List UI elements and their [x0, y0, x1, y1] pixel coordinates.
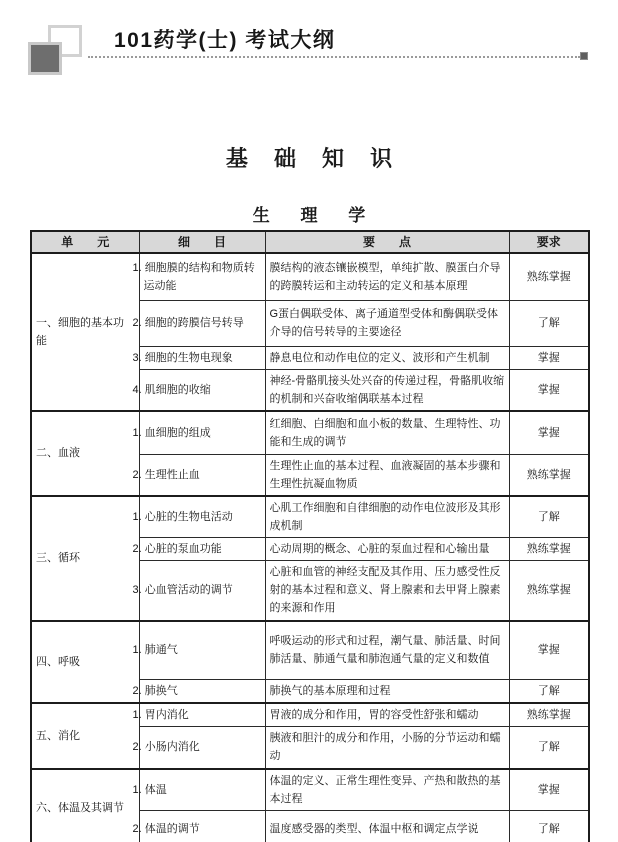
points-cell: 呼吸运动的形式和过程，潮气量、肺活量、时间肺活量、肺通气量和肺泡通气量的定义和数值: [265, 621, 509, 680]
table-header-row: [31, 231, 589, 253]
rule-end-square-icon: [580, 52, 588, 60]
detail-cell: 2. 肺换气: [139, 680, 265, 704]
points-cell: 肺换气的基本原理和过程: [265, 680, 509, 704]
detail-cell: 2. 心脏的泵血功能: [139, 538, 265, 561]
detail-cell: 2. 体温的调节: [139, 810, 265, 842]
points-cell: 静息电位和动作电位的定义、波形和产生机制: [265, 346, 509, 369]
req-cell: 了解: [509, 680, 589, 704]
unit-cell: 四、呼吸: [31, 621, 139, 704]
req-cell: 了解: [509, 300, 589, 346]
req-cell: 掌握: [509, 369, 589, 411]
unit-cell: 二、血液: [31, 411, 139, 497]
points-cell: 膜结构的液态镶嵌模型，单纯扩散、膜蛋白介导的跨膜转运和主动转运的定义和基本原理: [265, 253, 509, 300]
table-row: [31, 769, 589, 811]
req-cell: 熟练掌握: [509, 253, 589, 300]
req-cell: 了解: [509, 496, 589, 538]
subsection-title: 生 理 学: [252, 206, 379, 225]
points-cell: 胰液和胆汁的成分和作用，小肠的分节运动和蠕动: [265, 727, 509, 769]
dotted-rule: [88, 56, 580, 58]
points-cell: 心动周期的概念、心脏的泵血过程和心输出量: [265, 538, 509, 561]
req-cell: 熟练掌握: [509, 538, 589, 561]
req-cell: 熟练掌握: [509, 703, 589, 727]
points-cell: 体温的定义、正常生理性变异、产热和散热的基本过程: [265, 769, 509, 811]
req-cell: 掌握: [509, 411, 589, 455]
req-cell: 了解: [509, 727, 589, 769]
detail-cell: 1. 血细胞的组成: [139, 411, 265, 455]
col-header-unit: 单 元: [31, 231, 139, 253]
col-header-req: 要求: [509, 231, 589, 253]
points-cell: G蛋白偶联受体、离子通道型受体和酶偶联受体介导的信号转导的主要途径: [265, 300, 509, 346]
req-cell: 熟练掌握: [509, 561, 589, 621]
detail-cell: 1. 细胞膜的结构和物质转运动能: [139, 253, 265, 300]
table-header: [31, 231, 589, 253]
detail-cell: 1. 肺通气: [139, 621, 265, 680]
doc-title: 101药学(士) 考试大纲: [114, 29, 336, 52]
detail-cell: 1. 胃内消化: [139, 703, 265, 727]
table-body: [31, 253, 589, 842]
points-cell: 红细胞、白细胞和血小板的数量、生理特性、功能和生成的调节: [265, 411, 509, 455]
points-cell: 胃液的成分和作用，胃的容受性舒张和蠕动: [265, 703, 509, 727]
points-cell: 温度感受器的类型、体温中枢和调定点学说: [265, 810, 509, 842]
table-row: [31, 703, 589, 727]
req-cell: 掌握: [509, 346, 589, 369]
points-cell: 神经-骨骼肌接头处兴奋的传递过程，骨骼肌收缩的机制和兴奋收缩偶联基本过程: [265, 369, 509, 411]
unit-cell: 六、体温及其调节: [31, 769, 139, 842]
logo-filled-square-icon: [28, 42, 62, 75]
detail-cell: 1. 心脏的生物电活动: [139, 496, 265, 538]
syllabus-table: [30, 230, 590, 842]
req-cell: 熟练掌握: [509, 455, 589, 497]
points-cell: 心肌工作细胞和自律细胞的动作电位波形及其形成机制: [265, 496, 509, 538]
section-title: 基 础 知 识: [225, 146, 403, 171]
unit-cell: 一、细胞的基本功能: [31, 253, 139, 411]
table-row: [31, 411, 589, 455]
req-cell: 了解: [509, 810, 589, 842]
detail-cell: 4. 肌细胞的收缩: [139, 369, 265, 411]
detail-cell: 3. 心血管活动的调节: [139, 561, 265, 621]
table-row: [31, 253, 589, 300]
detail-cell: 2. 生理性止血: [139, 455, 265, 497]
detail-cell: 3. 细胞的生物电现象: [139, 346, 265, 369]
col-header-points: 要 点: [265, 231, 509, 253]
detail-cell: 1. 体温: [139, 769, 265, 811]
col-header-detail: 细 目: [139, 231, 265, 253]
points-cell: 生理性止血的基本过程、血液凝固的基本步骤和生理性抗凝血物质: [265, 455, 509, 497]
req-cell: 掌握: [509, 621, 589, 680]
points-cell: 心脏和血管的神经支配及其作用、压力感受性反射的基本过程和意义、肾上腺素和去甲肾上腺素的来源和作用: [265, 561, 509, 621]
table-row: [31, 621, 589, 680]
table-row: [31, 496, 589, 538]
unit-cell: 三、循环: [31, 496, 139, 621]
unit-cell: 五、消化: [31, 703, 139, 769]
detail-cell: 2. 细胞的跨膜信号转导: [139, 300, 265, 346]
detail-cell: 2. 小肠内消化: [139, 727, 265, 769]
req-cell: 掌握: [509, 769, 589, 811]
